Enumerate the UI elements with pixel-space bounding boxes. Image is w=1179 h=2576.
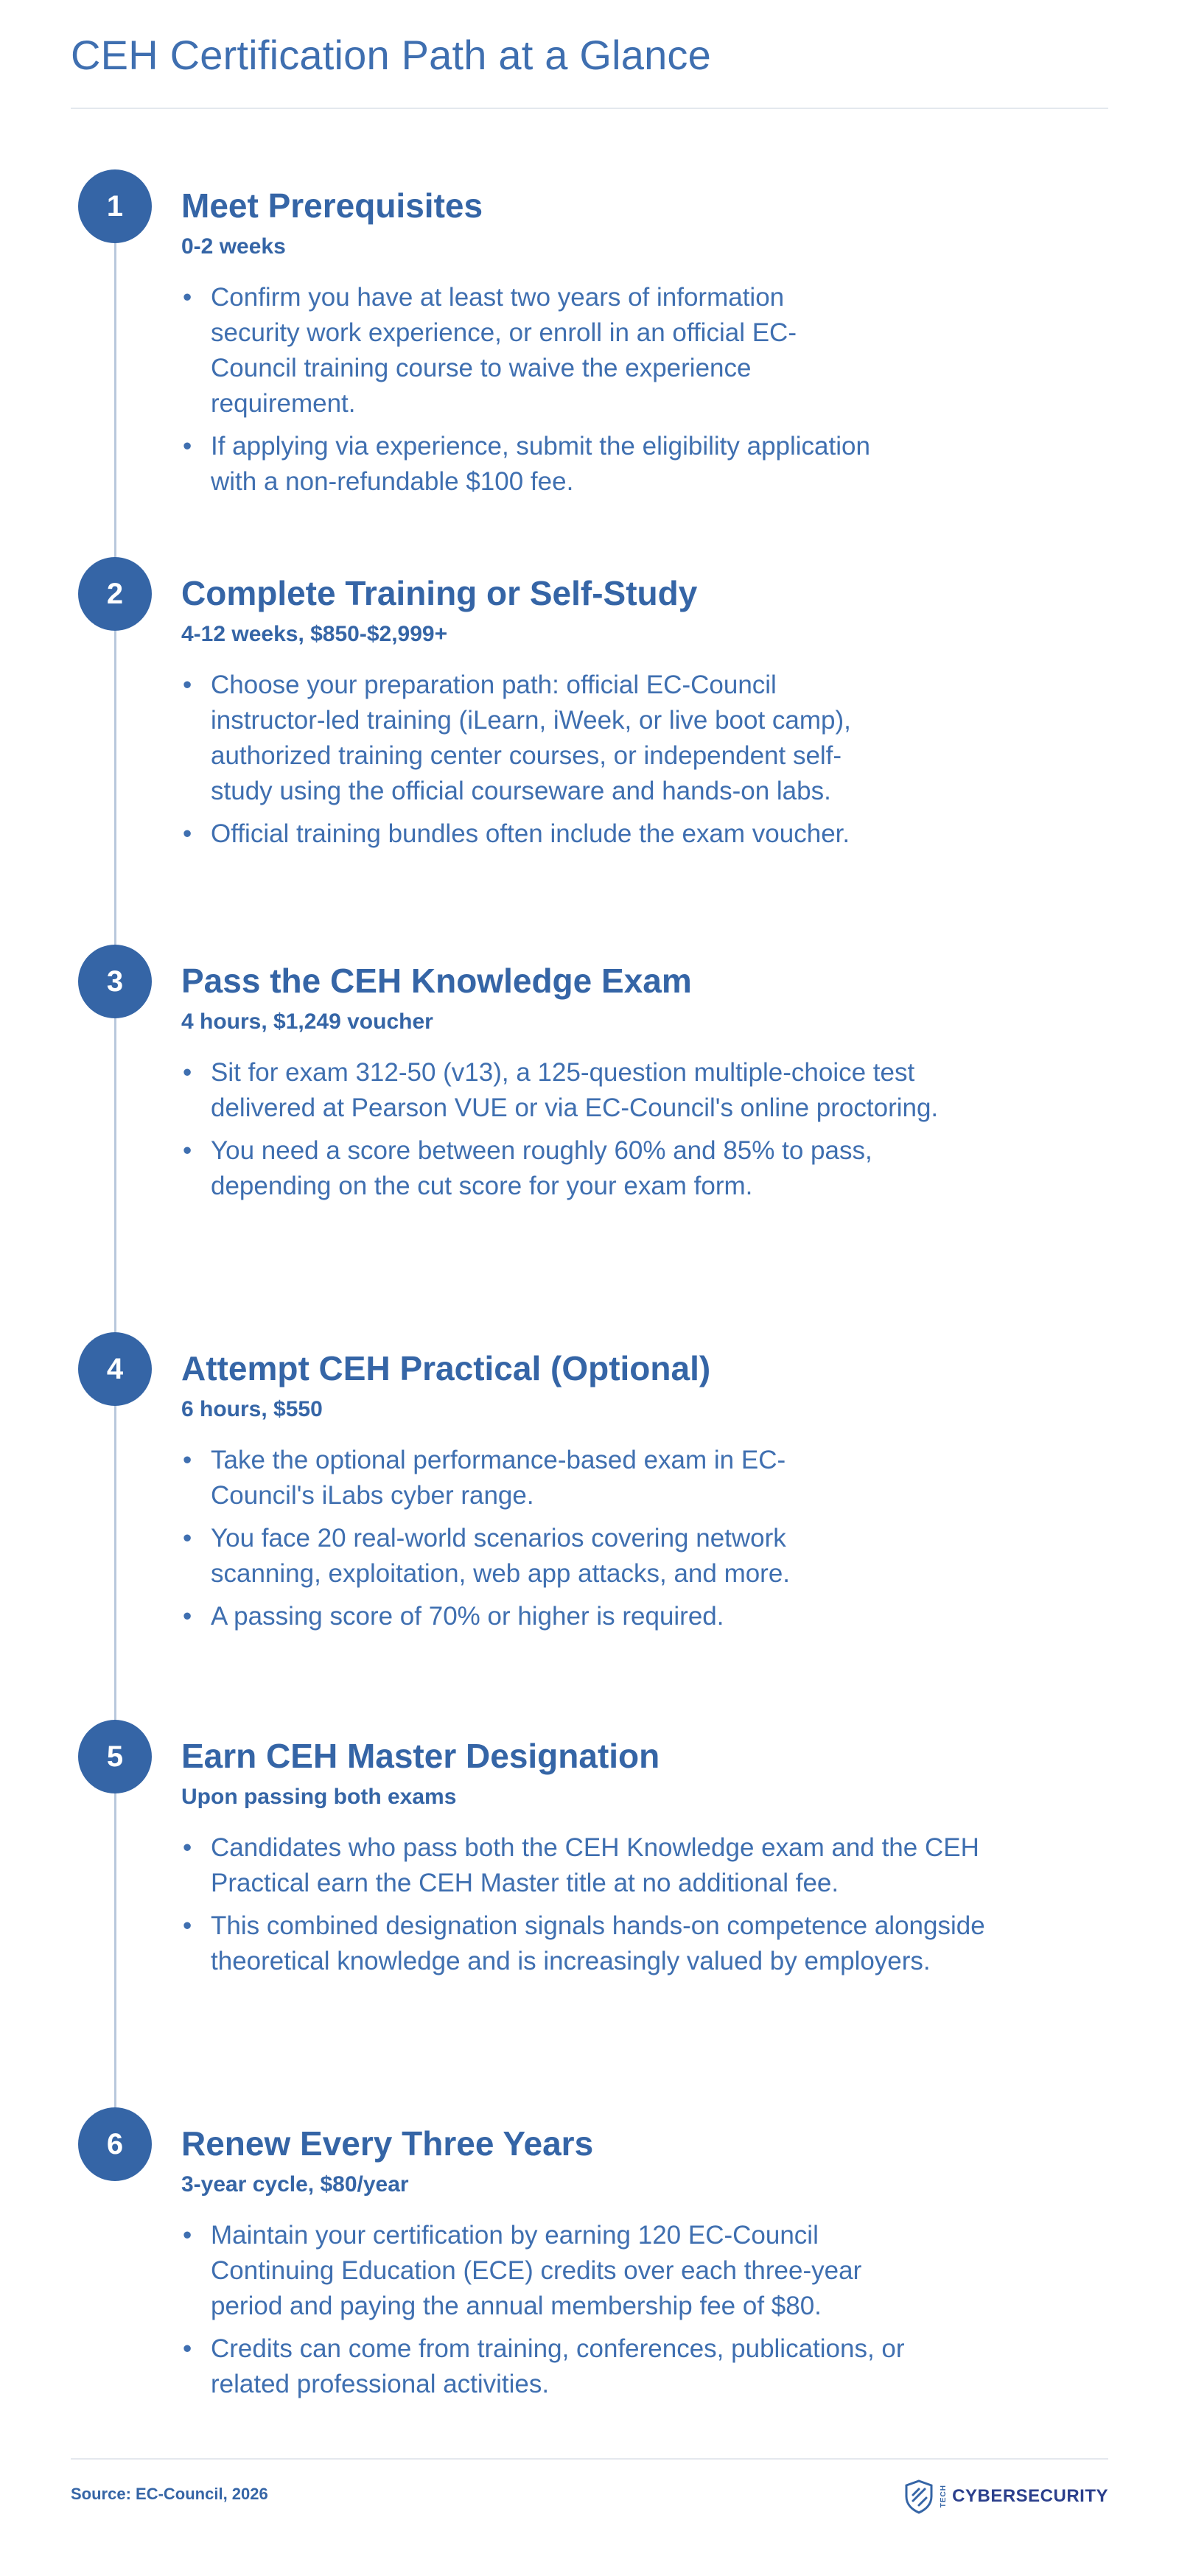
step-title: Earn CEH Master Designation: [181, 1737, 660, 1775]
step-duration: Upon passing both exams: [181, 1785, 457, 1809]
step-bullet-list: [181, 1830, 999, 1987]
step-bullet-list: [181, 1443, 859, 1642]
step-bullet: • This combined designation signals hands-on competence alongside theoretical knowledge and is increasingly valued by employers.: [181, 1908, 999, 1979]
step-bullet: • A passing score of 70% or higher is required.: [181, 1599, 859, 1634]
step-number-badge: 6: [78, 2107, 152, 2181]
step-bullet-list: [181, 280, 874, 507]
step-bullet: • Official training bundles often include the exam voucher.: [181, 816, 859, 852]
step-number-badge: 1: [78, 169, 152, 243]
step-bullet: • Sit for exam 312-50 (v13), a 125-question multiple-choice test delivered at Pearson VUE or via EC-Council's online proctoring.: [181, 1055, 962, 1126]
shield-icon: [903, 2479, 935, 2514]
step-number-badge: 5: [78, 1720, 152, 1793]
step-duration: 4-12 weeks, $850-$2,999+: [181, 622, 448, 646]
step-bullet: • You need a score between roughly 60% and 85% to pass, depending on the cut score for your exam form.: [181, 1133, 962, 1204]
step-bullet: • You face 20 real-world scenarios covering network scanning, exploitation, web app attacks, and more.: [181, 1521, 859, 1592]
step-bullet: • If applying via experience, submit the eligibility application with a non-refundable $100 fee.: [181, 429, 874, 500]
step-number-badge: 3: [78, 945, 152, 1018]
step-title: Complete Training or Self-Study: [181, 574, 698, 612]
step-bullet: • Credits can come from training, conferences, publications, or related professional activities.: [181, 2331, 933, 2402]
step-title: Meet Prerequisites: [181, 186, 483, 225]
step-title: Attempt CEH Practical (Optional): [181, 1349, 711, 1387]
step-title: Pass the CEH Knowledge Exam: [181, 962, 692, 1000]
source-note: Source: EC-Council, 2026: [71, 2485, 268, 2503]
step-bullet-list: [181, 668, 859, 859]
step-bullet: • Maintain your certification by earning 120 EC-Council Continuing Education (ECE) credits over each three-year period and paying the annual membership fee of $80.: [181, 2218, 933, 2324]
step-duration: 0-2 weeks: [181, 234, 286, 259]
step-bullet: • Take the optional performance-based exam in EC-Council's iLabs cyber range.: [181, 1443, 859, 1513]
step-bullet: • Confirm you have at least two years of information security work experience, or enroll in an official EC-Council training course to waive the experience requirement.: [181, 280, 874, 421]
step-title: Renew Every Three Years: [181, 2124, 594, 2163]
step-bullet: • Candidates who pass both the CEH Knowledge exam and the CEH Practical earn the CEH Master title at no additional fee.: [181, 1830, 999, 1901]
step-bullet-list: [181, 1055, 962, 1211]
step-duration: 4 hours, $1,249 voucher: [181, 1009, 433, 1034]
footer-divider: [71, 2458, 1108, 2460]
step-number-badge: 2: [78, 557, 152, 631]
step-duration: 6 hours, $550: [181, 1397, 323, 1421]
step-duration: 3-year cycle, $80/year: [181, 2172, 409, 2197]
step-bullet-list: [181, 2218, 933, 2409]
timeline-line: [114, 206, 116, 2152]
step-bullet: • Choose your preparation path: official EC-Council instructor-led training (iLearn, iWeek, or live boot camp), authorized training center courses, or independent self-study using the official courseware and hands-on labs.: [181, 668, 859, 809]
title-divider: [71, 108, 1108, 109]
page-title: CEH Certification Path at a Glance: [71, 32, 711, 78]
brand-name: CYBERSECURITY: [952, 2486, 1108, 2506]
step-number-badge: 4: [78, 1332, 152, 1406]
brand-prefix: TECH: [940, 2485, 948, 2508]
brand-logo: [903, 2479, 1108, 2514]
